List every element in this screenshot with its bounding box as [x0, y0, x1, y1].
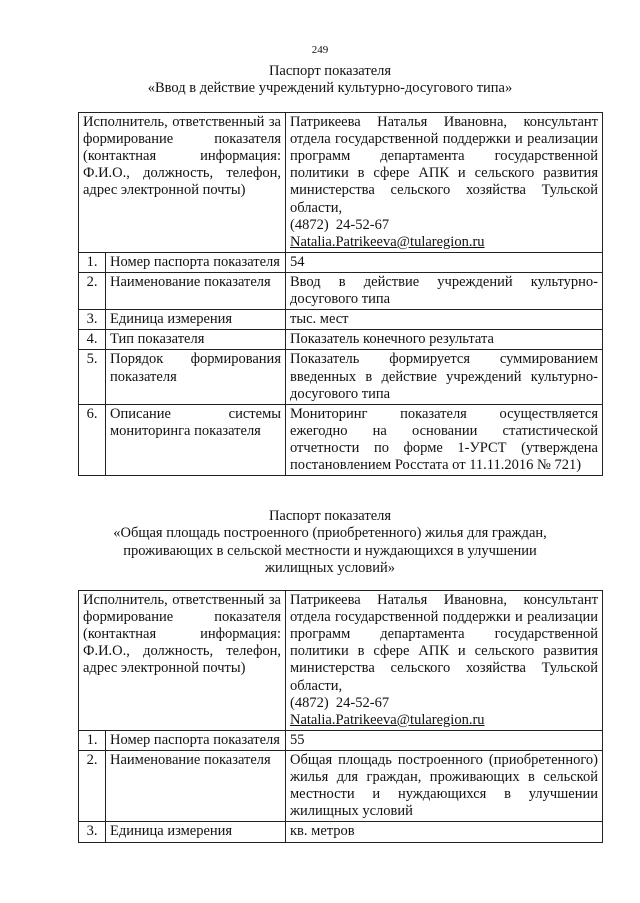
executor-label: Исполнитель, ответственный за формирование показателя (контактная информация: Ф.И.О., должность, телефон, адрес электронной почты): [79, 113, 286, 253]
passport-subtitle: «Ввод в действие учреждений культурно-досугового типа»: [147, 80, 513, 97]
table-row: [79, 730, 603, 750]
row-number: 4.: [79, 330, 106, 350]
passport-subtitle-line: проживающих в сельской местности и нуждающихся в улучшении: [123, 542, 537, 559]
row-value: кв. метров: [286, 822, 603, 842]
row-value: 55: [286, 730, 603, 750]
passport-heading: [60, 508, 600, 578]
page-number: 249: [311, 44, 329, 56]
row-number: 1.: [79, 730, 106, 750]
executor-text: Патрикеева Наталья Ивановна, консультант отдела государственной поддержки и реализации программ департамента государственной политики в сфере АПК и сельского развития министерства сельского хозяйства Тульской области,: [290, 592, 598, 694]
row-value: Показатель конечного результата: [286, 330, 603, 350]
row-value: Показатель формируется суммированием введенных в действие учреждений культурно-досугового типа: [286, 350, 603, 404]
passport-subtitle-line: «Общая площадь построенного (приобретенного) жилья для граждан,: [113, 525, 547, 542]
row-label: Наименование показателя: [106, 750, 286, 821]
row-number: 5.: [79, 350, 106, 404]
row-number: 3.: [79, 310, 106, 330]
passport-heading: [60, 63, 600, 98]
table-row: [79, 750, 603, 821]
row-label: Порядок формирования показателя: [106, 350, 286, 404]
row-value: Ввод в действие учреждений культурно-досугового типа: [286, 272, 603, 309]
executor-row: [79, 113, 603, 253]
row-value: Общая площадь построенного (приобретенного) жилья для граждан, проживающих в сельской местности и нуждающихся в улучшении жилищных условий: [286, 750, 603, 821]
executor-email: Natalia.Patrikeeva@tularegion.ru: [290, 233, 485, 250]
passport-subtitle-line: жилищных условий»: [264, 560, 396, 577]
row-number: 3.: [79, 822, 106, 842]
executor-label: Исполнитель, ответственный за формирование показателя (контактная информация: Ф.И.О., должность, телефон, адрес электронной почты): [79, 591, 286, 731]
table-row: [79, 822, 603, 842]
executor-email: Natalia.Patrikeeva@tularegion.ru: [290, 711, 485, 728]
row-label: Единица измерения: [106, 310, 286, 330]
row-value: тыс. мест: [286, 310, 603, 330]
row-value: 54: [286, 252, 603, 272]
row-label: Наименование показателя: [106, 272, 286, 309]
table-row: [79, 350, 603, 404]
row-number: 6.: [79, 404, 106, 475]
row-label: Номер паспорта показателя: [106, 252, 286, 272]
row-number: 2.: [79, 272, 106, 309]
passport-table: [78, 112, 603, 476]
row-number: 2.: [79, 750, 106, 821]
table-row: [79, 404, 603, 475]
table-row: [79, 272, 603, 309]
executor-cell: [286, 113, 603, 253]
executor-cell: [286, 591, 603, 731]
executor-text: Патрикеева Наталья Ивановна, консультант отдела государственной поддержки и реализации программ департамента государственной политики в сфере АПК и сельского развития министерства сельского хозяйства Тульской области,: [290, 114, 598, 216]
table-row: [79, 310, 603, 330]
row-label: Номер паспорта показателя: [106, 730, 286, 750]
row-number: 1.: [79, 252, 106, 272]
passport-table: [78, 590, 603, 843]
row-value: Мониторинг показателя осуществляется ежегодно на основании статистической отчетности по форме 1-УРСТ (утверждена постановлением Росстата от 11.11.2016 № 721): [286, 404, 603, 475]
passport-title: Паспорт показателя: [268, 63, 392, 79]
passport-title: Паспорт показателя: [268, 508, 392, 524]
executor-phone: (4872) 24-52-67: [290, 694, 390, 711]
executor-row: [79, 591, 603, 731]
table-row: [79, 330, 603, 350]
table-row: [79, 252, 603, 272]
row-label: Единица измерения: [106, 822, 286, 842]
row-label: Тип показателя: [106, 330, 286, 350]
executor-phone: (4872) 24-52-67: [290, 216, 390, 233]
row-label: Описание системы мониторинга показателя: [106, 404, 286, 475]
